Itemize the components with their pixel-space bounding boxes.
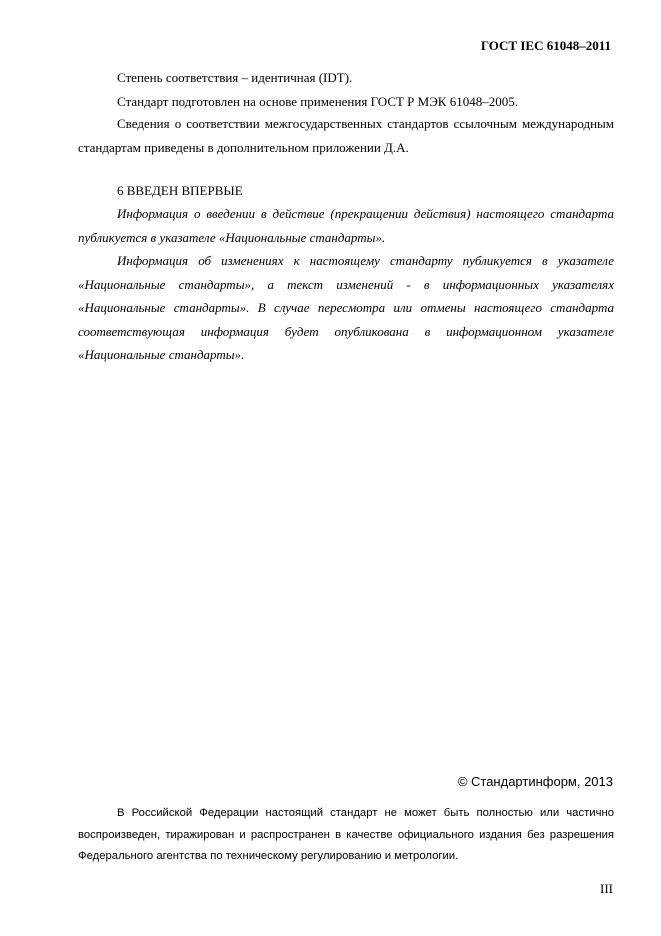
references-info-block [78, 112, 614, 159]
prepared-basis-statement: Стандарт подготовлен на основе применения ГОСТ Р МЭК 61048–2005. [117, 94, 518, 109]
page-number: III [600, 881, 613, 896]
document-code-header: ГОСТ IEC 61048–2011 [480, 38, 611, 53]
conformity-statement: Степень соответствия – идентичная (IDT). [117, 70, 353, 85]
changes-info-paragraph: Информация об изменениях к настоящему стандарту публикуется в указателе «Национальные стандарты», а текст изменений - в информационных указателях «Национальные стандарты». В случае пересмотра или отмены настоящего стандарта соответствующая информация будет опубликована в информационном указателе «Национальные стандарты». [78, 253, 614, 362]
reproduction-notice: В Российской Федерации настоящий стандарт не может быть полностью или частично воспроизведен, тиражирован и распространен в качестве официального издания без разрешения Федерального агентства по техническому регулированию и метрологии. [78, 807, 614, 862]
copyright-notice: © Стандартинформ, 2013 [457, 774, 613, 789]
section-6-title: 6 ВВЕДЕН ВПЕРВЫЕ [117, 183, 243, 198]
introduction-info-paragraph: Информация о введении в действие (прекращении действия) настоящего стандарта публикуется в указателе «Национальные стандарты». [78, 206, 614, 245]
references-info-paragraph: Сведения о соответствии межгосударственных стандартов ссылочным международным стандартам приведены в дополнительном приложении Д.А. [78, 116, 614, 155]
section-6-text [78, 202, 614, 367]
reproduction-notice-block [78, 803, 614, 868]
